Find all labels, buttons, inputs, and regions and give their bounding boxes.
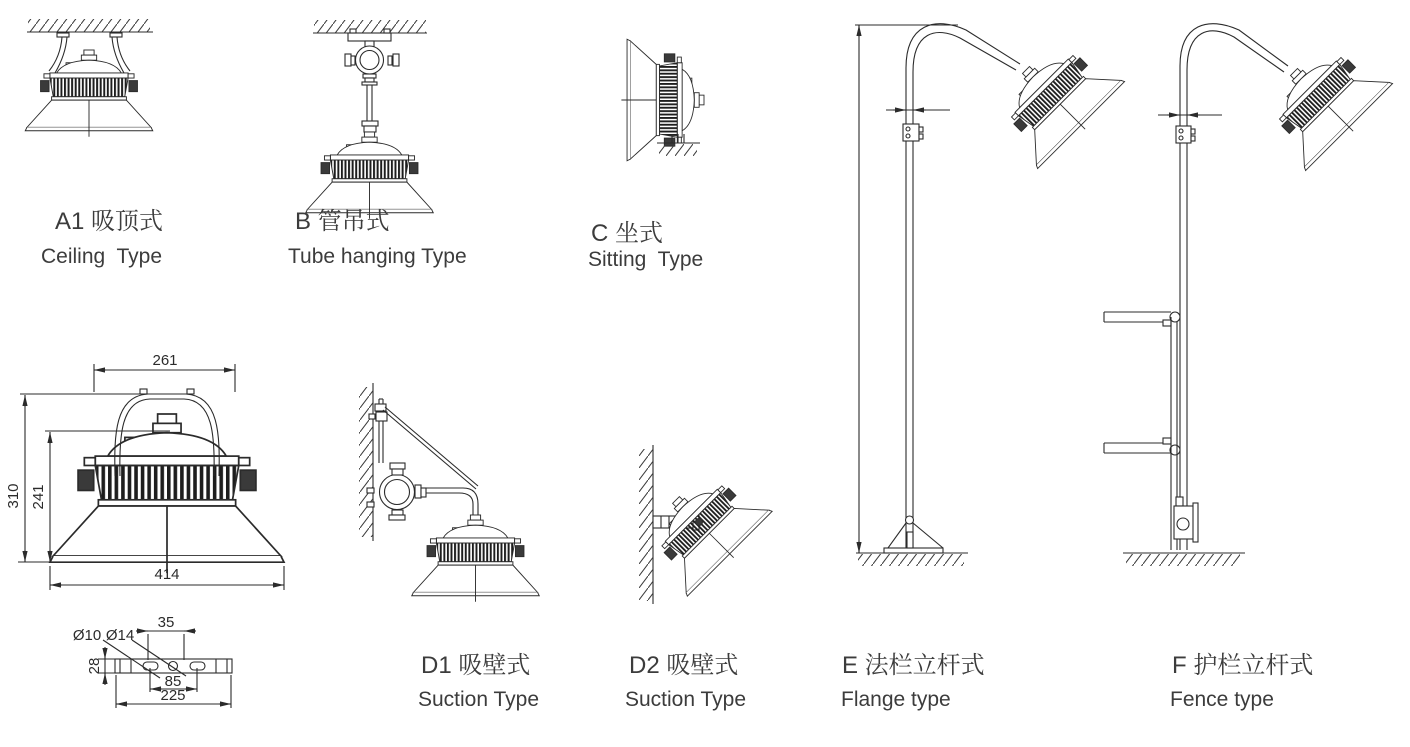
figure-d2-label-zh: D2 吸壁式 <box>629 652 739 679</box>
figure-b-label-en: Tube hanging Type <box>288 245 467 268</box>
bracket-dimension-view <box>73 614 232 708</box>
figure-a1-label-zh: A1 吸顶式 <box>55 208 164 235</box>
figure-f-label-en: Fence type <box>1170 688 1274 711</box>
figure-d1-drawing <box>359 383 539 602</box>
figure-e-label-en: Flange type <box>841 688 951 711</box>
dim-28: 28 <box>86 657 103 675</box>
bent-pipe <box>426 488 478 516</box>
ground-hatch <box>858 554 964 566</box>
figure-c-drawing <box>621 39 704 161</box>
gooseneck-outer <box>1180 24 1288 66</box>
dim-85: 85 <box>164 673 182 690</box>
pole-clamp <box>1176 126 1191 143</box>
figure-d2-drawing <box>634 445 777 604</box>
ground-hatch <box>1126 554 1240 566</box>
ceiling-hatch <box>28 19 150 32</box>
dim-35: 35 <box>157 614 175 631</box>
figure-b-label-zh: B 管吊式 <box>295 208 390 235</box>
figure-c-label-zh: C 坐式 <box>591 220 663 247</box>
figure-f-label-zh: F 护栏立杆式 <box>1172 652 1314 679</box>
figure-a1-drawing <box>25 19 153 137</box>
figure-e-label-zh: E 法栏立杆式 <box>842 652 985 679</box>
figure-d2-label-en: Suction Type <box>625 688 747 711</box>
dim-261: 261 <box>152 352 178 369</box>
gooseneck-outer <box>906 24 1020 68</box>
dim-hole-small: Ø10 <box>72 627 102 644</box>
flange-base-plate <box>884 548 943 553</box>
front-dimension-view <box>5 352 284 590</box>
dim-241: 241 <box>30 484 47 510</box>
dim-414: 414 <box>154 566 180 583</box>
dim-310: 310 <box>5 483 22 509</box>
wall-hatch <box>639 449 653 601</box>
figure-c-label-en: Sitting Type <box>588 248 704 271</box>
dim-hole-large: Ø14 <box>105 627 135 644</box>
figure-b-drawing <box>306 20 434 219</box>
figure-e-drawing <box>855 24 1129 566</box>
ceiling-hatch <box>314 20 426 33</box>
figure-d1-label-zh: D1 吸壁式 <box>421 652 531 679</box>
figure-a1-label-en: Ceiling Type <box>41 245 163 268</box>
pole-clamp <box>903 124 919 141</box>
figure-d1-label-en: Suction Type <box>418 688 540 711</box>
dim-225: 225 <box>160 687 186 704</box>
ground-hatch <box>659 144 697 156</box>
figure-f-drawing <box>1104 24 1397 566</box>
wall-hatch <box>359 387 373 537</box>
